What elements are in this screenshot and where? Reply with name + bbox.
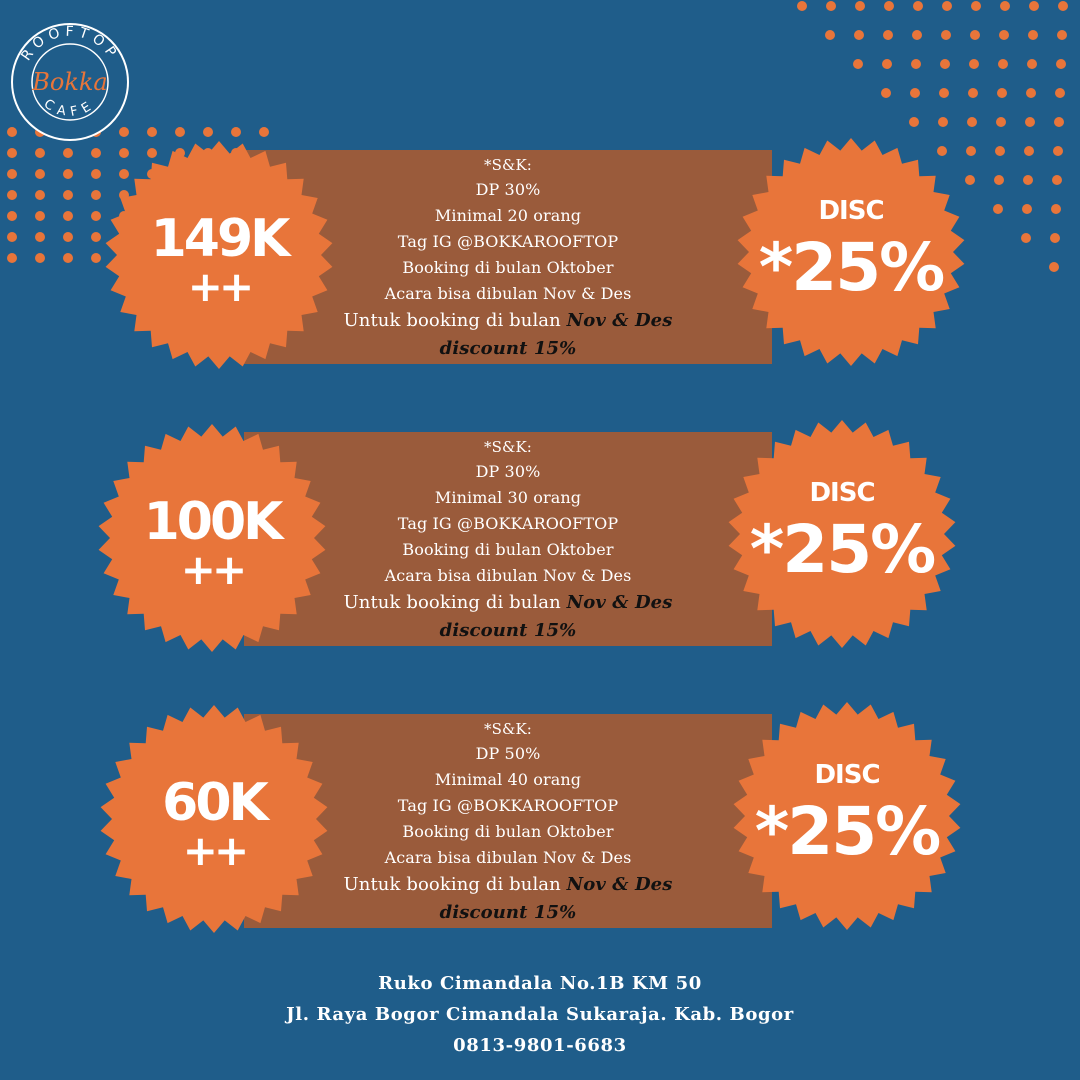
decor-dot [91, 148, 101, 158]
package-1-price-badge [103, 139, 335, 371]
logo-top-text: ROOFTOP [18, 23, 122, 64]
decor-dot [939, 88, 949, 98]
decor-dot [7, 148, 17, 158]
decor-dot [969, 59, 979, 69]
decor-dot [1053, 146, 1063, 156]
decor-dot [7, 253, 17, 263]
terms-heading: *S&K: [484, 438, 532, 456]
terms-dp: DP 50% [475, 744, 541, 763]
decor-dot [203, 127, 213, 137]
note-highlight: Nov & Des [566, 592, 673, 613]
address-line-1: Ruko Cimandala No.1B KM 50 [378, 973, 702, 994]
decor-dot [966, 146, 976, 156]
decor-dot [970, 30, 980, 40]
price-plus: ++ [182, 826, 246, 875]
note-highlight: Nov & Des [566, 310, 673, 331]
decor-dot [175, 127, 185, 137]
price-plus: ++ [180, 545, 244, 594]
decor-dot [1049, 262, 1059, 272]
decor-dot [826, 1, 836, 11]
package-1-discount-badge [735, 136, 967, 368]
terms-tag: Tag IG @BOKKAROOFTOP [397, 514, 619, 533]
decor-dot [63, 253, 73, 263]
decor-dot [63, 211, 73, 221]
decor-dot [998, 59, 1008, 69]
terms-discount: discount 15% [439, 338, 577, 359]
decor-dot [971, 1, 981, 11]
decor-dot [1026, 88, 1036, 98]
note-prefix: Untuk booking di bulan [343, 874, 567, 895]
terms-minimum: Minimal 30 orang [434, 488, 582, 507]
decor-dot [63, 148, 73, 158]
decor-dot [881, 88, 891, 98]
decor-dot [855, 1, 865, 11]
terms-heading: *S&K: [484, 720, 532, 738]
terms-dp: DP 30% [475, 180, 541, 199]
decor-dot [1050, 233, 1060, 243]
decor-dot [63, 232, 73, 242]
terms-discount: discount 15% [439, 902, 577, 923]
decor-dot [797, 1, 807, 11]
decor-dot [999, 30, 1009, 40]
decor-dot [997, 88, 1007, 98]
decor-dot [147, 127, 157, 137]
terms-booking: Booking di bulan Oktober [402, 540, 614, 559]
decor-dot [231, 127, 241, 137]
package-2-discount-badge [726, 418, 958, 650]
package-3-discount-badge [731, 700, 963, 932]
decor-dot [1029, 1, 1039, 11]
decor-dot [854, 30, 864, 40]
decor-dot [967, 117, 977, 127]
terms-tag: Tag IG @BOKKAROOFTOP [397, 796, 619, 815]
decor-dot [938, 117, 948, 127]
decor-dot [7, 169, 17, 179]
logo-brand: Bokka [32, 68, 108, 96]
decor-dot [1022, 204, 1032, 214]
decor-dot [63, 190, 73, 200]
decor-dot [942, 1, 952, 11]
decor-dot [1056, 59, 1066, 69]
decor-dot [882, 59, 892, 69]
price-value: 60K [162, 773, 266, 833]
decor-dot [63, 169, 73, 179]
price-plus: ++ [187, 262, 251, 311]
terms-event: Acara bisa dibulan Nov & Des [384, 566, 632, 585]
decor-dot [910, 88, 920, 98]
decor-dot [1000, 1, 1010, 11]
decor-dot [91, 169, 101, 179]
package-3-price-badge [98, 703, 330, 935]
terms-event: Acara bisa dibulan Nov & Des [384, 284, 632, 303]
decor-dot [7, 190, 17, 200]
discount-label: DISC [814, 760, 880, 790]
decor-dot [35, 211, 45, 221]
decor-dot [91, 190, 101, 200]
decor-dot [994, 175, 1004, 185]
decor-dot [968, 88, 978, 98]
decor-dot [825, 30, 835, 40]
note-highlight: Nov & Des [566, 874, 673, 895]
decor-dot [911, 59, 921, 69]
decor-dot [1055, 88, 1065, 98]
terms-booking: Booking di bulan Oktober [402, 258, 614, 277]
decor-dot [940, 59, 950, 69]
terms-tag: Tag IG @BOKKAROOFTOP [397, 232, 619, 251]
logo-bottom-text: CAFE [41, 96, 99, 121]
decor-dot [1057, 30, 1067, 40]
decor-dot [909, 117, 919, 127]
decor-dot [1027, 59, 1037, 69]
note-prefix: Untuk booking di bulan [343, 592, 567, 613]
decor-dot [7, 232, 17, 242]
terms-booking: Booking di bulan Oktober [402, 822, 614, 841]
phone-number: 0813-9801-6683 [453, 1035, 627, 1056]
discount-label: DISC [809, 478, 875, 508]
discount-value: *25% [758, 229, 944, 306]
decor-dot [853, 59, 863, 69]
terms-event: Acara bisa dibulan Nov & Des [384, 848, 632, 867]
address-line-2: Jl. Raya Bogor Cimandala Sukaraja. Kab. Bogor [286, 1004, 794, 1025]
decor-dot [995, 146, 1005, 156]
decor-dot [1024, 146, 1034, 156]
decor-dot [993, 204, 1003, 214]
terms-heading: *S&K: [484, 156, 532, 174]
terms-minimum: Minimal 20 orang [434, 206, 582, 225]
terms-discount: discount 15% [439, 620, 577, 641]
decor-dot [1028, 30, 1038, 40]
discount-value: *25% [754, 793, 940, 870]
decor-dot [35, 253, 45, 263]
price-value: 149K [150, 209, 288, 269]
decor-dot [912, 30, 922, 40]
discount-value: *25% [749, 511, 935, 588]
decor-dot [1052, 175, 1062, 185]
discount-label: DISC [818, 196, 884, 226]
decor-dot [35, 232, 45, 242]
decor-dot [884, 1, 894, 11]
decor-dot [913, 1, 923, 11]
decor-dot [35, 148, 45, 158]
decor-dot [1023, 175, 1033, 185]
decor-dot [1025, 117, 1035, 127]
decor-dot [259, 127, 269, 137]
decor-dot [996, 117, 1006, 127]
decor-dot [7, 211, 17, 221]
decor-dot [883, 30, 893, 40]
decor-dot [91, 253, 101, 263]
decor-dot [91, 211, 101, 221]
decor-dot [1058, 1, 1068, 11]
decor-dot [1051, 204, 1061, 214]
decor-dot [1021, 233, 1031, 243]
price-value: 100K [143, 492, 281, 552]
decor-dot [1054, 117, 1064, 127]
terms-minimum: Minimal 40 orang [434, 770, 582, 789]
decor-dot [91, 232, 101, 242]
decor-dot [35, 190, 45, 200]
footer-contact [0, 968, 1080, 1061]
decor-dot [941, 30, 951, 40]
logo [8, 20, 132, 144]
decor-dot [35, 169, 45, 179]
note-prefix: Untuk booking di bulan [343, 310, 567, 331]
package-2-price-badge [96, 422, 328, 654]
terms-dp: DP 30% [475, 462, 541, 481]
